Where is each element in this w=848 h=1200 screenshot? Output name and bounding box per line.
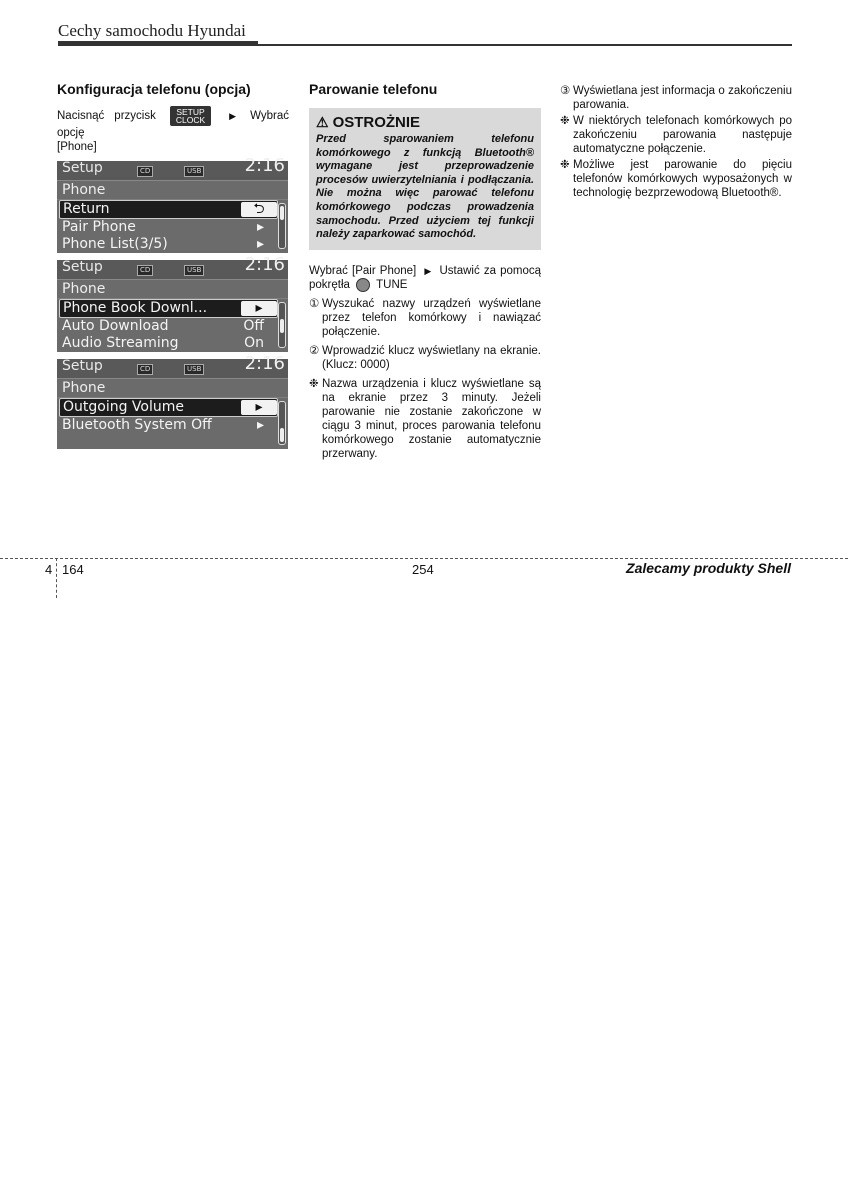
chevron-right-icon: ▸	[241, 301, 277, 316]
list-item	[309, 297, 541, 339]
usb-badge: USB	[184, 166, 204, 177]
step-marker: ③	[560, 85, 571, 97]
pair-instruction	[309, 264, 541, 292]
lcd-row-phone-list	[57, 236, 278, 253]
warning-triangle-icon: ⚠	[316, 114, 329, 130]
pair-instruction-mid: Ustawić za pomocą pokrętła	[309, 264, 542, 291]
lcd-scrollbar	[278, 203, 286, 249]
caution-title	[316, 115, 534, 130]
intro-pre-text: Nacisnąć przycisk	[57, 110, 156, 123]
clock-label: CLOCK	[175, 115, 206, 125]
chevron-right-icon: ▸	[256, 417, 264, 433]
cd-badge: CD	[137, 265, 153, 276]
lcd-row-phone-book-download	[59, 299, 278, 318]
lcd-clock: 2:16	[244, 353, 285, 374]
lcd-row-outgoing-volume	[59, 398, 278, 417]
lcd-header	[57, 155, 288, 181]
pair-instruction-post: TUNE	[376, 278, 408, 291]
lcd-title: Setup	[62, 259, 103, 275]
usb-badge: USB	[184, 265, 204, 276]
arrow-right-icon: ▶	[229, 111, 237, 122]
lcd-clock: 2:16	[244, 254, 285, 275]
list-item	[309, 377, 541, 461]
list-item-text: Nazwa urządzenia i klucz wyświetlane są na ekranie przez 3 minuty. Jeżeli parowanie nie zostanie zakończone w ciągu 3 minut, proces parowania telefonu komórkowego zostanie automatycznie przerwany.	[322, 377, 541, 460]
list-item	[560, 114, 792, 156]
lcd-subtitle: Phone	[57, 280, 288, 299]
lcd-row-label: Return	[63, 201, 110, 217]
intro-paragraph	[57, 106, 289, 154]
step-marker: ②	[309, 344, 320, 357]
lcd-header	[57, 254, 288, 280]
lcd-scrollbar	[278, 302, 286, 348]
arrow-right-icon: ▶	[424, 265, 432, 276]
cd-badge: CD	[137, 166, 153, 177]
lcd-row-label: Pair Phone	[62, 219, 136, 235]
list-item-text: W niektórych telefonach komórkowych po zakończeniu parowania następuje automatyczne połączenie.	[573, 115, 792, 155]
lcd-header	[57, 353, 288, 379]
caution-box	[309, 108, 541, 250]
list-item	[309, 344, 541, 372]
caution-title-text: OSTROŻNIE	[332, 114, 421, 131]
list-item-text: Wprowadzić klucz wyświetlany na ekranie. (Klucz: 0000)	[322, 344, 541, 371]
lcd-row-label: Bluetooth System Off	[62, 417, 212, 433]
lcd-title: Setup	[62, 358, 103, 374]
section-heading-phone-config: Konfiguracja telefonu (opcja)	[57, 81, 251, 97]
note-marker: ❉	[560, 115, 570, 127]
caution-text: Przed sparowaniem telefonu komórkowego z funkcją Bluetooth® wymagane jest przeprowadzenie procesów uwierzytelniania i podłączania. Nie można więc parować telefonu komórkowego podczas prowadzenia samochodu. Przed użyciem tej funkcji należy zaparkować samochód.	[316, 133, 534, 241]
pair-instruction-pre: Wybrać [Pair Phone]	[309, 264, 417, 277]
intro-post-text: Wybrać opcję	[57, 110, 289, 139]
lcd-clock: 2:16	[244, 155, 285, 176]
column-notes	[560, 84, 792, 200]
lcd-row-label: Outgoing Volume	[63, 399, 185, 415]
lcd-row-value: On	[244, 335, 264, 351]
column-pairing	[309, 80, 541, 461]
footer-page-number: 164	[62, 562, 84, 577]
footer-center-number: 254	[412, 562, 434, 577]
chevron-right-icon: ▸	[256, 236, 264, 252]
footer-vertical-rule	[56, 558, 57, 598]
lcd-screen-2	[57, 254, 288, 352]
chevron-right-icon: ▸	[241, 400, 277, 415]
lcd-subtitle: Phone	[57, 379, 288, 398]
intro-option-text: [Phone]	[57, 141, 97, 153]
lcd-row-auto-download	[57, 318, 278, 335]
lcd-screen-3	[57, 353, 288, 449]
setup-label: SETUP	[176, 107, 205, 117]
lcd-row-label: Phone List(3/5)	[62, 236, 168, 252]
lcd-row-audio-streaming	[57, 335, 278, 352]
step-marker: ①	[309, 297, 320, 310]
cd-badge: CD	[137, 364, 153, 375]
chevron-right-icon: ▸	[256, 219, 264, 235]
section-heading-pairing: Parowanie telefonu	[309, 81, 438, 97]
tune-knob-icon	[356, 278, 370, 292]
setup-clock-button-glyph	[170, 106, 211, 126]
header-rule	[58, 44, 792, 46]
lcd-row-label: Auto Download	[62, 318, 169, 334]
running-header: Cechy samochodu Hyundai	[58, 21, 246, 40]
column-phone-config	[57, 80, 289, 449]
usb-badge: USB	[184, 364, 204, 375]
footer-section-number: 4	[45, 562, 53, 577]
lcd-title: Setup	[62, 160, 103, 176]
footer-shell-text: Zalecamy produkty Shell	[626, 560, 791, 576]
lcd-row-bluetooth-system-off	[57, 417, 278, 434]
return-icon: ⮌	[241, 202, 277, 217]
list-item-text: Wyświetlana jest informacja o zakończeniu parowania.	[573, 85, 792, 111]
list-item-text: Możliwe jest parowanie do pięciu telefonów komórkowych wyposażonych w technologię bezprzewodową Bluetooth®.	[573, 159, 792, 199]
lcd-screen-1	[57, 155, 288, 253]
list-item	[560, 84, 792, 112]
lcd-row-pair-phone	[57, 219, 278, 236]
lcd-scrollbar	[278, 401, 286, 445]
note-marker: ❉	[560, 159, 570, 171]
lcd-row-return	[59, 200, 278, 219]
footer-dashed-rule	[0, 558, 848, 559]
list-item-text: Wyszukać nazwy urządzeń wyświetlane przez telefon komórkowy i nawiązać połączenie.	[322, 297, 541, 338]
lcd-subtitle: Phone	[57, 181, 288, 200]
lcd-row-value: Off	[243, 318, 264, 334]
lcd-row-label: Phone Book Downl...	[63, 300, 208, 316]
lcd-row-label: Audio Streaming	[62, 335, 179, 351]
list-item	[560, 158, 792, 200]
note-marker: ❉	[309, 377, 319, 390]
